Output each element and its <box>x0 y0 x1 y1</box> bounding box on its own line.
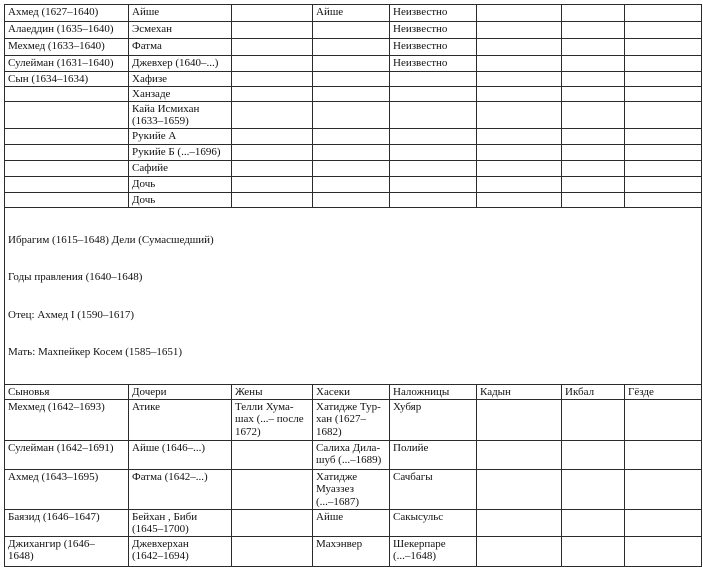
haseki-cell: Салиха Дила- шуб (...–1689) <box>313 440 390 469</box>
concubine-cell: Неизвестно <box>390 5 477 22</box>
son-cell: Мехмед (1642–1693) <box>5 399 129 440</box>
empty-cell <box>390 144 477 160</box>
empty-cell <box>5 101 129 128</box>
daughter-cell: Фатма <box>129 39 232 56</box>
empty-cell <box>477 144 562 160</box>
wife-cell: Телли Хума- шах (...– после 1672) <box>232 399 313 440</box>
daughter-cell: Дочь <box>129 176 232 192</box>
sultan-reign: Годы правления (1640–1648) <box>8 271 143 283</box>
empty-cell <box>562 87 625 102</box>
table-row <box>5 192 702 207</box>
empty-cell <box>232 160 313 176</box>
table-row <box>5 101 702 128</box>
empty-cell <box>625 192 702 207</box>
empty-cell <box>477 399 562 440</box>
empty-cell <box>390 128 477 144</box>
empty-cell <box>232 176 313 192</box>
header-ikbal: Икбал <box>562 384 625 399</box>
table-row <box>5 399 702 440</box>
empty-cell <box>625 87 702 102</box>
sultan-name: Ибрагим (1615–1648) Дели (Сумасшедший) <box>8 233 214 246</box>
empty-cell <box>390 72 477 87</box>
daughter-cell: Атике <box>129 399 232 440</box>
empty-cell <box>477 87 562 102</box>
empty-cell <box>232 440 313 469</box>
empty-cell <box>625 128 702 144</box>
empty-cell <box>313 176 390 192</box>
empty-cell <box>232 5 313 22</box>
empty-cell <box>232 87 313 102</box>
empty-cell <box>625 101 702 128</box>
empty-cell <box>562 176 625 192</box>
son-cell: Джихангир (1646– 1648) <box>5 536 129 566</box>
concubine-cell: Шекерпаре (...–1648) <box>390 536 477 566</box>
empty-cell <box>477 160 562 176</box>
empty-cell <box>477 440 562 469</box>
daughter-cell: Ханзаде <box>129 87 232 102</box>
empty-cell <box>625 536 702 566</box>
sultan-mother: Мать: Махпейкер Косем (1585–1651) <box>8 346 183 358</box>
table-row <box>5 22 702 39</box>
empty-cell <box>390 192 477 207</box>
empty-cell <box>562 128 625 144</box>
empty-cell <box>562 101 625 128</box>
son-cell: Баязид (1646–1647) <box>5 509 129 536</box>
daughter-cell: Сафийе <box>129 160 232 176</box>
empty-cell <box>625 5 702 22</box>
empty-cell <box>477 469 562 509</box>
empty-cell <box>625 72 702 87</box>
empty-cell <box>625 144 702 160</box>
empty-cell <box>477 39 562 56</box>
empty-cell <box>390 101 477 128</box>
empty-cell <box>562 469 625 509</box>
empty-cell <box>477 128 562 144</box>
empty-cell <box>313 192 390 207</box>
empty-cell <box>477 22 562 39</box>
empty-cell <box>232 128 313 144</box>
empty-cell <box>625 56 702 72</box>
concubine-cell: Неизвестно <box>390 56 477 72</box>
haseki-cell: Айше <box>313 5 390 22</box>
empty-cell <box>625 160 702 176</box>
empty-cell <box>232 536 313 566</box>
son-cell: Ахмед (1627–1640) <box>5 5 129 22</box>
sultan-info-row <box>5 207 702 384</box>
daughter-cell: Хафизе <box>129 72 232 87</box>
daughter-cell: Кайа Исмихан (1633–1659) <box>129 101 232 128</box>
empty-cell <box>562 399 625 440</box>
header-kadin: Кадын <box>477 384 562 399</box>
header-row <box>5 384 702 399</box>
daughter-cell: Джевхер (1640–...) <box>129 56 232 72</box>
empty-cell <box>5 87 129 102</box>
empty-cell <box>625 22 702 39</box>
empty-cell <box>477 176 562 192</box>
empty-cell <box>625 39 702 56</box>
empty-cell <box>625 440 702 469</box>
empty-cell <box>313 128 390 144</box>
daughter-cell: Эсмехан <box>129 22 232 39</box>
haseki-cell: Айше <box>313 509 390 536</box>
header-concubines: Наложницы <box>390 384 477 399</box>
table-row <box>5 160 702 176</box>
empty-cell <box>313 39 390 56</box>
empty-cell <box>477 509 562 536</box>
empty-cell <box>625 509 702 536</box>
daughter-cell: Айше (1646–...) <box>129 440 232 469</box>
empty-cell <box>477 72 562 87</box>
header-wives: Жены <box>232 384 313 399</box>
daughter-cell: Дочь <box>129 192 232 207</box>
haseki-cell: Махэнвер <box>313 536 390 566</box>
empty-cell <box>232 192 313 207</box>
empty-cell <box>232 469 313 509</box>
sultan-info-cell <box>5 207 702 384</box>
empty-cell <box>625 399 702 440</box>
haseki-cell: Хатидже Муаззез (...–1687) <box>313 469 390 509</box>
empty-cell <box>5 192 129 207</box>
empty-cell <box>5 176 129 192</box>
empty-cell <box>313 144 390 160</box>
header-haseki: Хасеки <box>313 384 390 399</box>
concubine-cell: Неизвестно <box>390 39 477 56</box>
daughter-cell: Рукийе А <box>129 128 232 144</box>
son-cell: Сулейман (1631–1640) <box>5 56 129 72</box>
sultan-father: Отец: Ахмед I (1590–1617) <box>8 308 135 321</box>
empty-cell <box>562 39 625 56</box>
empty-cell <box>562 160 625 176</box>
table-row <box>5 87 702 102</box>
empty-cell <box>625 469 702 509</box>
empty-cell <box>232 509 313 536</box>
table-row <box>5 469 702 509</box>
son-cell: Ахмед (1643–1695) <box>5 469 129 509</box>
daughter-cell: Бейхан , Биби (1645–1700) <box>129 509 232 536</box>
concubine-cell: Сакысульс <box>390 509 477 536</box>
empty-cell <box>232 22 313 39</box>
concubine-cell: Неизвестно <box>390 22 477 39</box>
empty-cell <box>313 160 390 176</box>
table-row <box>5 536 702 566</box>
empty-cell <box>477 536 562 566</box>
empty-cell <box>477 192 562 207</box>
empty-cell <box>232 56 313 72</box>
concubine-cell: Сачбагы <box>390 469 477 509</box>
empty-cell <box>232 39 313 56</box>
table-row <box>5 509 702 536</box>
empty-cell <box>313 56 390 72</box>
daughter-cell: Рукийе Б (...–1696) <box>129 144 232 160</box>
table-row <box>5 39 702 56</box>
empty-cell <box>562 5 625 22</box>
empty-cell <box>5 128 129 144</box>
empty-cell <box>313 101 390 128</box>
empty-cell <box>562 22 625 39</box>
concubine-cell: Полийе <box>390 440 477 469</box>
son-cell: Алаеддин (1635–1640) <box>5 22 129 39</box>
table-row <box>5 128 702 144</box>
empty-cell <box>562 509 625 536</box>
empty-cell <box>390 87 477 102</box>
empty-cell <box>232 72 313 87</box>
empty-cell <box>232 101 313 128</box>
header-daughters: Дочери <box>129 384 232 399</box>
concubine-cell: Хубяр <box>390 399 477 440</box>
empty-cell <box>562 144 625 160</box>
empty-cell <box>232 144 313 160</box>
empty-cell <box>313 72 390 87</box>
empty-cell <box>477 56 562 72</box>
empty-cell <box>390 160 477 176</box>
empty-cell <box>477 101 562 128</box>
table-row <box>5 72 702 87</box>
empty-cell <box>477 5 562 22</box>
empty-cell <box>562 536 625 566</box>
empty-cell <box>625 176 702 192</box>
haseki-cell: Хатидже Тур- хан (1627– 1682) <box>313 399 390 440</box>
empty-cell <box>5 160 129 176</box>
daughter-cell: Айше <box>129 5 232 22</box>
header-gozde: Гёзде <box>625 384 702 399</box>
empty-cell <box>562 440 625 469</box>
empty-cell <box>5 144 129 160</box>
header-sons: Сыновья <box>5 384 129 399</box>
daughter-cell: Джевхерхан (1642–1694) <box>129 536 232 566</box>
daughter-cell: Фатма (1642–...) <box>129 469 232 509</box>
son-cell: Сулейман (1642–1691) <box>5 440 129 469</box>
table-row <box>5 176 702 192</box>
family-table <box>4 4 702 567</box>
table-row <box>5 56 702 72</box>
table-row <box>5 144 702 160</box>
son-cell: Мехмед (1633–1640) <box>5 39 129 56</box>
table-row <box>5 440 702 469</box>
empty-cell <box>313 87 390 102</box>
empty-cell <box>562 56 625 72</box>
empty-cell <box>562 72 625 87</box>
table-row <box>5 5 702 22</box>
empty-cell <box>390 176 477 192</box>
son-cell: Сын (1634–1634) <box>5 72 129 87</box>
empty-cell <box>562 192 625 207</box>
empty-cell <box>313 22 390 39</box>
